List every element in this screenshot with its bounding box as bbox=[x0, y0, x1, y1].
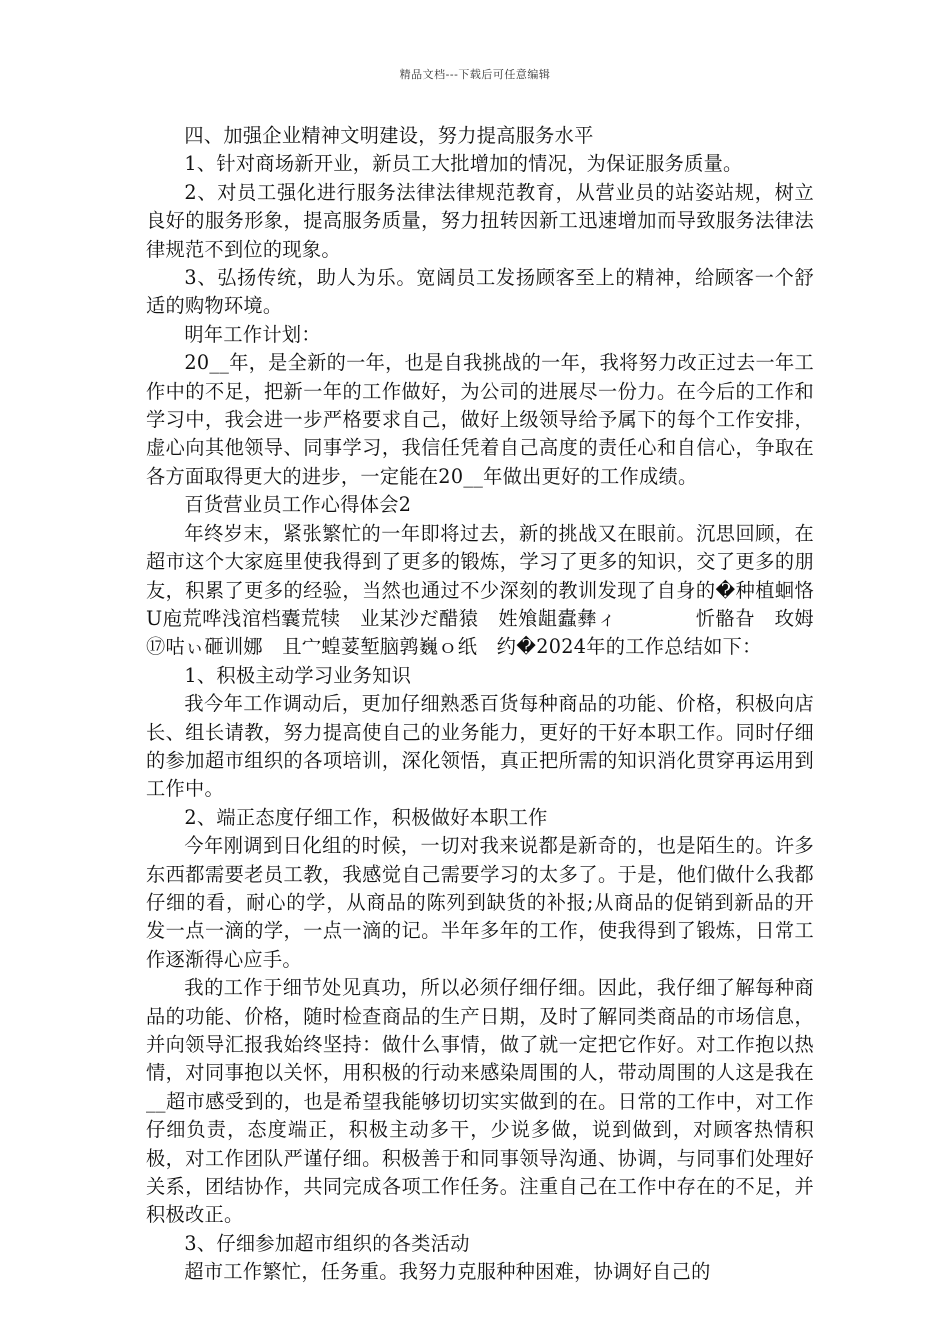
paragraph: 我的工作于细节处见真功，所以必须仔细仔细。因此，我仔细了解每种商品的功能、价格，随时检查商品的生产日期，及时了解同类商品的市场信息，并向领导汇报我始终坚持：做什么事情，做了就一定把它作好。对工作抱以热情，对同事抱以关怀，用积极的行动来感染周围的人，带动周围的人这是我在__超市感受到的，也是希望我能够切切实实做到的在。日常的工作中，对工作仔细负责，态度端正，积极主动多干，少说多做，说到做到，对顾客热情积极，对工作团队严谨仔细。积极善于和同事领导沟通、协调，与同事们处理好关系，团结协作，共同完成各项工作任务。注重自己在工作中存在的不足，并积极改正。 bbox=[146, 976, 814, 1227]
section-heading: 1、积极主动学习业务知识 bbox=[184, 663, 412, 687]
document-body bbox=[146, 122, 814, 1287]
section-heading: 2、端正态度仔细工作，积极做好本职工作 bbox=[184, 805, 548, 829]
section-heading: 百货营业员工作心得体会2 bbox=[184, 493, 412, 517]
paragraph: 超市工作繁忙，任务重。我努力克服种种困难，协调好自己的 bbox=[184, 1260, 711, 1284]
page-header: 精品文档---下载后可任意编辑 bbox=[399, 68, 551, 81]
section-heading: 3、仔细参加超市组织的各类活动 bbox=[184, 1231, 470, 1255]
paragraph: 1、针对商场新开业，新员工大批增加的情况，为保证服务质量。 bbox=[184, 152, 743, 176]
paragraph: 3、弘扬传统，助人为乐。宽阔员工发扬顾客至上的精神，给顾客一个舒适的购物环境。 bbox=[146, 266, 814, 318]
paragraph: 今年刚调到日化组的时候，一切对我来说都是新奇的，也是陌生的。许多东西都需要老员工教，我感觉自己需要学习的太多了。于是，他们做什么我都仔细的看，耐心的学，从商品的陈列到缺货的补报;从商品的促销到新品的开发一点一滴的学，一点一滴的记。半年多年的工作，使我得到了锻炼，日常工作逐渐得心应手。 bbox=[146, 834, 814, 971]
paragraph: 2、对员工强化进行服务法律法律规范教育，从营业员的站姿站规，树立良好的服务形象，提高服务质量，努力扭转因新工迅速增加而导致服务法律法律规范不到位的现象。 bbox=[146, 180, 814, 261]
section-heading: 明年工作计划： bbox=[184, 322, 321, 346]
paragraph: 年终岁末，紧张繁忙的一年即将过去，新的挑战又在眼前。沉思回顾，在超市这个大家庭里使我得到了更多的锻炼，学习了更多的知识，交了更多的朋友，积累了更多的经验，当然也通过不少深刻的教训发现了自身的�种植蛔恪U庖荒哗浅涫档囊荒犊 业某沙だ醋猿 姓飧龃蠹彝ィ 忻骼旮 玫姆⑰咕ぃ砸训娜 且宀蝗荽堑脑鹑巍ｏ纸 约�2024年的工作总结如下： bbox=[146, 521, 814, 659]
paragraph: 我今年工作调动后，更加仔细熟悉百货每种商品的功能、价格，积极向店长、组长请教，努力提高使自己的业务能力，更好的干好本职工作。同时仔细的参加超市组织的各项培训，深化领悟，真正把所需的知识消化贯穿再运用到工作中。 bbox=[146, 692, 814, 801]
paragraph: 20__年，是全新的一年，也是自我挑战的一年，我将努力改正过去一年工作中的不足，把新一年的工作做好，为公司的进展尽一份力。在今后的工作和学习中，我会进一步严格要求自己，做好上级领导给予属下的每个工作安排，虚心向其他领导、同事学习，我信任凭着自己高度的责任心和自信心，争取在各方面取得更大的进步，一定能在20__年做出更好的工作成绩。 bbox=[146, 351, 814, 488]
section-heading: 四、加强企业精神文明建设，努力提高服务水平 bbox=[184, 124, 594, 147]
